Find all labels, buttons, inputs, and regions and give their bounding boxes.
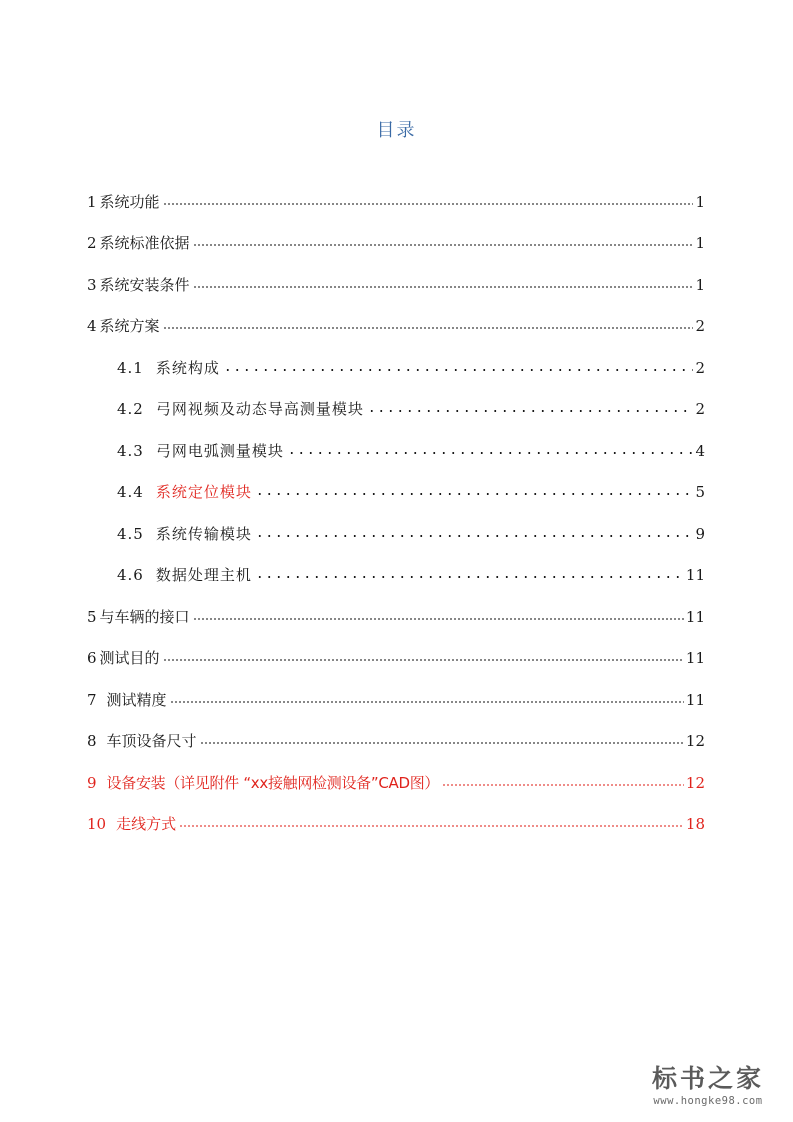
toc-entry-number: 4.2 [117,400,144,418]
toc-entry-label: 弓网电弧测量模块 [155,442,284,460]
toc-entry-page: 11 [685,608,705,626]
toc-entry-page: 12 [685,774,705,792]
toc-entry-label: 测试精度 [106,691,167,709]
toc-entry-label: 测试目的 [99,649,160,667]
toc-entry-4[interactable] [87,315,705,337]
dot-leader [179,824,684,828]
toc-entry-4-4[interactable] [117,481,705,503]
toc-entry-page: 18 [685,815,705,833]
toc-entry-number: 4.5 [117,525,144,543]
toc-entry-4-5[interactable] [117,523,705,545]
toc-entry-number: 4.1 [117,359,144,377]
toc-entry-page: 11 [685,566,705,584]
dot-leader [442,783,684,787]
toc-entry-label: 系统定位模块 [155,483,252,501]
toc-entry-number: 4 [87,317,97,335]
watermark-url: www.hongke98.com [653,1095,763,1107]
toc-entry-label: 系统方案 [99,317,160,335]
toc-title: 目录 [376,120,417,141]
toc-entry-7[interactable] [87,689,705,711]
toc-entry-label: 系统传输模块 [155,525,252,543]
dot-leader [193,243,694,247]
dot-leader [163,202,694,206]
site-watermark [633,1064,783,1108]
toc-entry-label: 设备安装（详见附件 “xx接触网检测设备”CAD图） [106,774,440,792]
toc-entry-1[interactable] [87,191,705,213]
toc-entry-2[interactable] [87,232,705,254]
toc-entry-number: 1 [87,193,97,211]
toc-entry-label: 系统标准依据 [99,234,190,252]
toc-entry-page: 2 [695,317,705,335]
toc-entry-number: 6 [87,649,97,667]
toc-entry-3[interactable] [87,274,705,296]
toc-entry-label: 车顶设备尺寸 [106,732,197,750]
toc-entry-4-1[interactable] [117,357,705,379]
dot-leader [255,534,694,538]
toc-entry-page: 1 [695,234,705,252]
toc-entry-label: 数据处理主机 [155,566,252,584]
dot-leader [200,741,684,745]
toc-entry-number: 5 [87,608,97,626]
toc-entry-number: 4.3 [117,442,144,460]
dot-leader [193,285,694,289]
dot-leader [170,700,684,704]
toc-entry-number: 8 [87,732,97,750]
toc-entry-6[interactable] [87,647,705,669]
toc-entry-label: 与车辆的接口 [99,608,190,626]
watermark-logo: 标书之家 [651,1064,764,1093]
toc-entry-page: 1 [695,193,705,211]
toc-entry-page: 5 [695,483,705,501]
toc-entry-9[interactable] [87,772,705,794]
toc-entry-page: 9 [695,525,705,543]
toc-entry-page: 2 [695,400,705,418]
dot-leader [367,409,694,413]
toc-entry-5[interactable] [87,606,705,628]
toc-entry-number: 9 [87,774,97,792]
toc-entry-label: 弓网视频及动态导高测量模块 [155,400,364,418]
toc-entry-page: 2 [695,359,705,377]
toc-entry-page: 11 [685,691,705,709]
toc-entry-4-2[interactable] [117,398,705,420]
dot-leader [163,658,684,662]
dot-leader [163,326,694,330]
dot-leader [287,451,694,455]
toc-entry-8[interactable] [87,730,705,752]
dot-leader [223,368,694,372]
toc-entry-number: 10 [87,815,107,833]
toc-entry-page: 11 [685,649,705,667]
toc-entry-label: 系统构成 [155,359,220,377]
dot-leader [255,575,684,579]
toc-entry-page: 1 [695,276,705,294]
dot-leader [255,492,694,496]
toc-entry-number: 4.6 [117,566,144,584]
toc-entry-4-3[interactable] [117,440,705,462]
toc-entry-4-6[interactable] [117,564,705,586]
toc-entry-page: 12 [685,732,705,750]
dot-leader [193,617,684,621]
toc-entry-label: 系统安装条件 [99,276,190,294]
toc-entry-number: 2 [87,234,97,252]
toc-entry-number: 3 [87,276,97,294]
toc-entry-page: 4 [695,442,705,460]
toc-entry-label: 系统功能 [99,193,160,211]
toc-entry-number: 4.4 [117,483,144,501]
toc-entry-label: 走线方式 [116,815,177,833]
toc-entry-10[interactable] [87,813,705,835]
toc-entry-number: 7 [87,691,97,709]
